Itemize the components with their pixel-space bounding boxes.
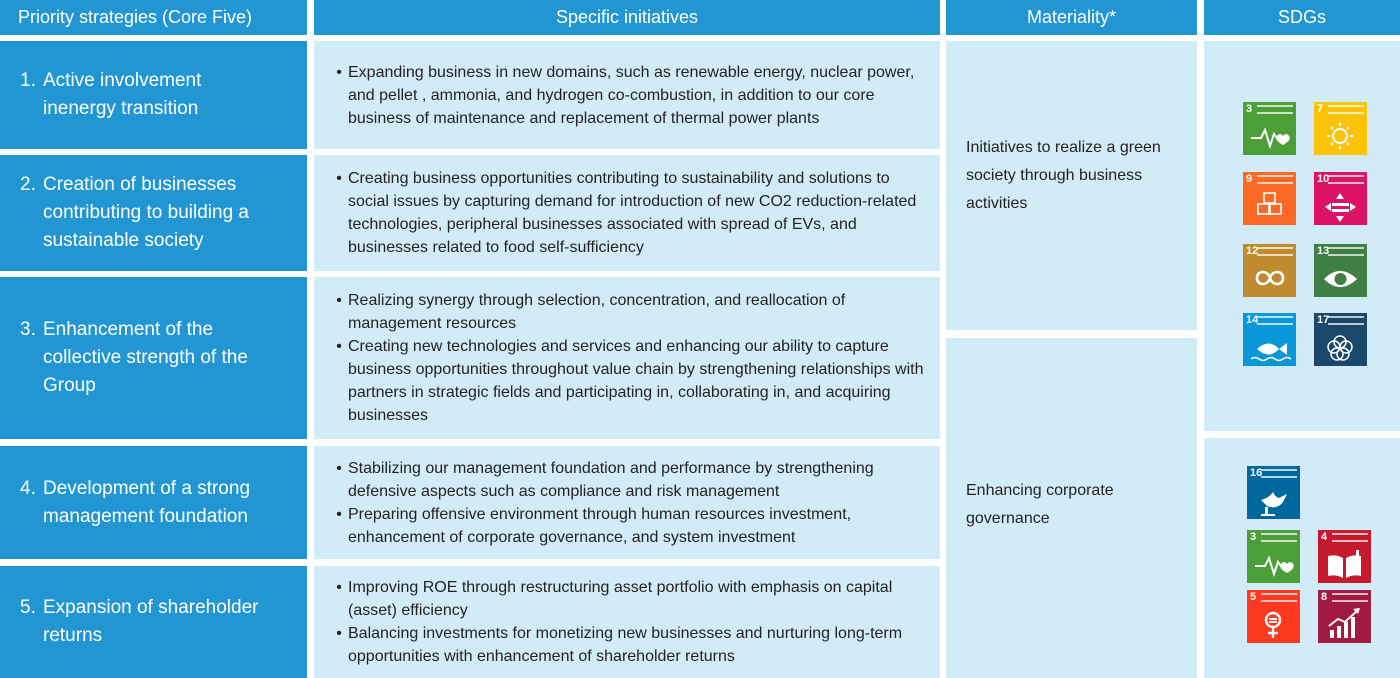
sdg-caption-lines <box>1328 316 1364 325</box>
initiatives-2 <box>314 155 940 271</box>
sdg-caption-lines <box>1328 175 1364 184</box>
sdg-number: 3 <box>1250 531 1257 543</box>
header-materiality: Materiality* <box>946 0 1197 35</box>
initiatives-4 <box>314 446 940 559</box>
list-item: • Realizing synergy through selection, concentration, and reallocation of management resources <box>336 292 846 332</box>
list-item: • Creating new technologies and services and enhancing our ability to capture business opportunities throughout value chain by strengthening relationships with partners in strategic fields and participating in, collaborating in, and acquiring businesses <box>336 338 924 424</box>
header-priority: Priority strategies (Core Five) <box>0 0 307 35</box>
sdg-12-tile <box>1243 244 1296 297</box>
initiatives-3 <box>314 277 940 439</box>
sdg-number: 4 <box>1321 531 1328 543</box>
list-item: • Creating business opportunities contributing to sustainability and solutions to social issues by capturing demand for introduction of new CO2 reduction-related technologies, peripheral businesses associated with spread of EVs, and businesses related to food self-sufficiency <box>336 170 917 256</box>
sdg-caption-lines <box>1257 316 1293 325</box>
sdg-4-tile <box>1318 530 1371 583</box>
sdg-5-tile <box>1247 590 1300 643</box>
sdg-caption-lines <box>1261 593 1297 602</box>
sdg-number: 7 <box>1317 103 1324 115</box>
sdg-number: 12 <box>1246 245 1259 257</box>
sdg-number: 17 <box>1317 314 1330 326</box>
sdg-10-tile <box>1314 172 1367 225</box>
sdg-13-tile <box>1314 244 1367 297</box>
materiality-governance: Enhancing corporate governance <box>946 338 1197 678</box>
sdg-number: 5 <box>1250 591 1257 603</box>
strategy-1: 1. Active involvement inenergy transition <box>0 41 307 149</box>
sdg-caption-lines <box>1261 469 1297 478</box>
sdg-number: 9 <box>1246 173 1253 185</box>
header-sdgs: SDGs <box>1204 0 1400 35</box>
sdg-caption-lines <box>1261 533 1297 542</box>
sdg-17-tile <box>1314 313 1367 366</box>
sdg-number: 13 <box>1317 245 1330 257</box>
sdg-3-tile <box>1243 102 1296 155</box>
list-item: • Preparing offensive environment through human resources investment, enhancement of corporate governance, and system investment <box>336 505 852 546</box>
list-item: • Balancing investments for monetizing new businesses and nurturing long-term opportunities with enhancement of shareholder returns <box>336 625 903 665</box>
sdg-caption-lines <box>1332 533 1368 542</box>
sdg-panel-green <box>1204 41 1400 431</box>
strategy-4: 4. Development of a strong management foundation <box>0 446 307 559</box>
sdg-7-tile <box>1314 102 1367 155</box>
sdg-8-tile <box>1318 590 1371 643</box>
sdg-caption-lines <box>1328 247 1364 256</box>
sdg-3-tile <box>1247 530 1300 583</box>
sdg-16-tile <box>1247 466 1300 519</box>
initiatives-5 <box>314 566 940 678</box>
sdg-number: 14 <box>1246 314 1259 326</box>
sdg-9-tile <box>1243 172 1296 225</box>
strategy-5: 5. Expansion of shareholder returns <box>0 566 307 678</box>
materiality-green: Initiatives to realize a green society through business activities <box>946 41 1197 330</box>
sdg-number: 10 <box>1317 173 1330 185</box>
list-item: • Expanding business in new domains, such as renewable energy, nuclear power, and pellet , ammonia, and hydrogen co-combustion, in addition to our core business of maintenance and replacement of thermal power plants <box>336 63 915 127</box>
sdg-number: 3 <box>1246 103 1253 115</box>
strategy-2: 2. Creation of businesses contributing to building a sustainable society <box>0 155 307 271</box>
strategy-3: 3. Enhancement of the collective strength of the Group <box>0 277 307 439</box>
sdg-14-tile <box>1243 313 1296 366</box>
sdg-caption-lines <box>1257 247 1293 256</box>
sdg-number: 16 <box>1250 467 1263 479</box>
sdg-number: 8 <box>1321 591 1328 603</box>
sdg-caption-lines <box>1257 175 1293 184</box>
header-initiatives: Specific initiatives <box>314 0 940 35</box>
initiatives-1 <box>314 41 940 149</box>
list-item: • Improving ROE through restructuring asset portfolio with emphasis on capital (asset) efficiency <box>336 579 893 619</box>
sdg-caption-lines <box>1257 105 1293 114</box>
sdg-caption-lines <box>1328 105 1364 114</box>
sdg-caption-lines <box>1332 593 1368 602</box>
list-item: • Stabilizing our management foundation and performance by strengthening defensive aspects such as compliance and risk management <box>336 459 874 500</box>
